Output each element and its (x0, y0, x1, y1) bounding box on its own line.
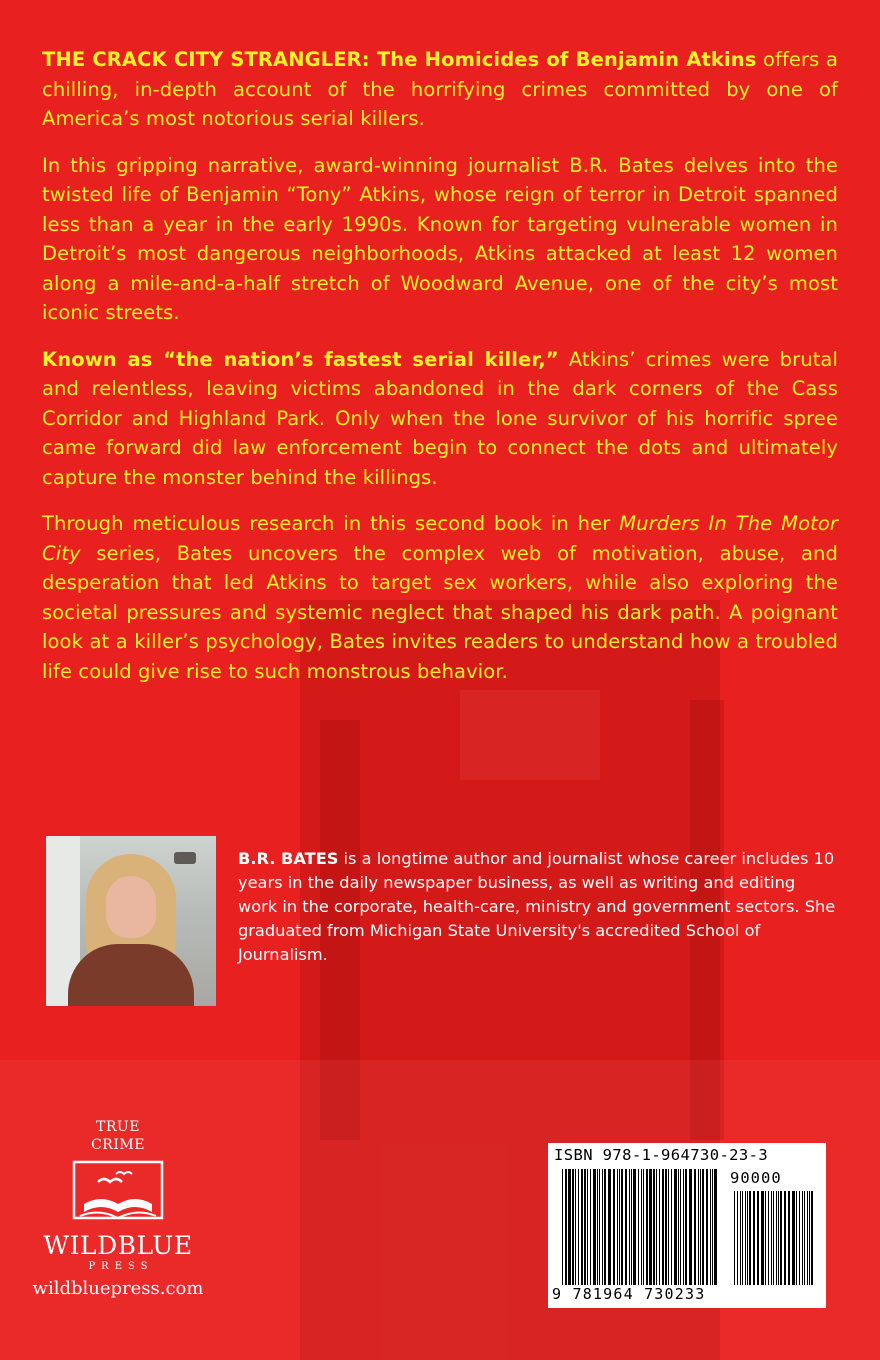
barcode-bar (737, 1191, 738, 1285)
barcode-bar (792, 1191, 795, 1285)
blurb-paragraph-1 (42, 45, 838, 134)
author-name: B.R. BATES (238, 849, 339, 868)
barcode-bar (680, 1169, 681, 1285)
barcode-bar (587, 1169, 588, 1285)
barcode-bar (668, 1169, 669, 1285)
barcode-bar (802, 1191, 803, 1285)
barcode-bar (714, 1169, 717, 1285)
photo-lamp (174, 852, 196, 864)
barcode-bar (778, 1191, 779, 1285)
barcode-bar (599, 1169, 600, 1285)
barcode-bar (643, 1169, 644, 1285)
barcode-bar (788, 1191, 790, 1285)
barcode-bar (604, 1169, 606, 1285)
open-book-birds-icon (70, 1160, 166, 1230)
cover-blurb (42, 45, 838, 703)
barcode-bar (656, 1169, 657, 1285)
barcode-bar (740, 1191, 741, 1285)
barcode-bar (562, 1169, 563, 1285)
barcode-bar (649, 1169, 652, 1285)
photo-blouse (68, 944, 194, 1006)
barcode-bar (659, 1169, 660, 1285)
barcode-bar (757, 1191, 759, 1285)
blurb-text: Through meticulous research in this second book in her (42, 512, 620, 535)
barcode-bar (804, 1191, 805, 1285)
barcode-bar (776, 1191, 777, 1285)
blurb-paragraph-4 (42, 509, 838, 686)
blurb-text: In this gripping narrative, award-winning journalist B.R. Bates delves into the twisted life of Benjamin “Tony” Atkins, whose reign of terror in Detroit spanned less than a year in the early 1990s. Known for targeting vulnerable women in Detroit’s most dangerous neighborhoods, Atkins attacked at least 12 women along a mile-and-a-half stretch of Woodward Avenue, one of the city’s most iconic streets. (42, 153, 838, 324)
book-title: THE CRACK CITY STRANGLER: The Homicides of Benjamin Atkins (42, 48, 757, 71)
barcode-bar (565, 1169, 567, 1285)
barcode-bar (674, 1169, 677, 1285)
barcode-bar (712, 1169, 713, 1285)
barcode-bar (761, 1191, 764, 1285)
barcode-bar (710, 1169, 711, 1285)
blurb-text: Atkins’ crimes were brutal and relentless, leaving victims abandoned in the dark corners of the Cass Corridor and Highland Park. Only when the lone survivor of his horrific spree came forward did law enforcement begin to connect the dots and ultimately capture the monster behind the killings. (42, 347, 839, 489)
barcode-bar (572, 1169, 574, 1285)
genre-label-line1: TRUE (96, 1119, 140, 1135)
barcode-bar (694, 1169, 696, 1285)
publisher-logo (30, 1118, 206, 1301)
barcode-bar (773, 1191, 774, 1285)
barcode-bar (747, 1191, 748, 1285)
barcode-bar (608, 1169, 611, 1285)
ean-barcode-bars (562, 1169, 720, 1285)
barcode-bar (590, 1169, 591, 1285)
blurb-paragraph-3 (42, 345, 838, 493)
barcode-bar (653, 1169, 655, 1285)
blurb-paragraph-2 (42, 151, 838, 328)
author-photo (46, 836, 216, 1006)
author-bio-text: is a longtime author and journalist whose career includes 10 years in the daily newspaper business, as well as writing and editing work in the corporate, health-care, ministry and government sectors. She graduated from Michigan State University's accredited School of Journalism. (238, 849, 836, 964)
barcode-bar (811, 1191, 813, 1285)
barcode-bar (749, 1191, 751, 1285)
barcode-bar (568, 1169, 571, 1285)
barcode-bar (617, 1169, 618, 1285)
barcode-bar (780, 1191, 782, 1285)
price-barcode-bars (734, 1191, 816, 1285)
barcode-bar (671, 1169, 672, 1285)
barcode-bar (768, 1191, 769, 1285)
barcode-bar (702, 1169, 704, 1285)
publisher-press-label: PRESS (88, 1261, 154, 1272)
barcode-bar (633, 1169, 636, 1285)
barcode-bar (613, 1169, 615, 1285)
blurb-text: offers a chilling, in-depth account of the horrifying crimes committed by one of America’s most notorious serial killers. (42, 48, 838, 130)
barcode-bar (665, 1169, 667, 1285)
isbn-number: ISBN 978-1-964730-23-3 (554, 1146, 769, 1164)
ean-digits: 9 781964 730233 (552, 1285, 706, 1303)
publisher-name: WILDBLUE (43, 1231, 193, 1260)
photo-face (106, 876, 156, 938)
price-code: 90000 (730, 1169, 782, 1187)
barcode-bar (578, 1169, 579, 1285)
author-bio (238, 847, 838, 967)
barcode-bar (745, 1191, 746, 1285)
barcode-bar (619, 1169, 620, 1285)
barcode-bar (784, 1191, 786, 1285)
barcode-bar (799, 1191, 800, 1285)
barcode-bar (646, 1169, 648, 1285)
genre-label-line2: CRIME (91, 1137, 145, 1153)
barcode-bar (631, 1169, 632, 1285)
barcode-bar (581, 1169, 583, 1285)
barcode-bar (734, 1191, 735, 1285)
barcode-bar (698, 1169, 699, 1285)
publisher-url[interactable]: wildbluepress.com (32, 1278, 204, 1299)
barcode-bar (771, 1191, 772, 1285)
barcode-bar (584, 1169, 586, 1285)
barcode-bar (638, 1169, 639, 1285)
barcode-bar (662, 1169, 664, 1285)
barcode-bar (678, 1169, 679, 1285)
barcode-bar (641, 1169, 642, 1285)
barcode-bar (683, 1169, 684, 1285)
barcode-bar (700, 1169, 701, 1285)
series-title: Murders In The Motor City (42, 512, 838, 565)
isbn-barcode (548, 1143, 826, 1308)
barcode-bar (602, 1169, 603, 1285)
barcode-bar (809, 1191, 810, 1285)
barcode-bar (742, 1191, 743, 1285)
blurb-text: series, Bates uncovers the complex web of motivation, abuse, and desperation that led Atkins to target sex workers, while also exploring the societal pressures and systemic neglect that shaped his dark path. A poignant look at a killer’s psychology, Bates invites readers to understand how a troubled life could give rise to such monstrous behavior. (42, 541, 838, 683)
barcode-bar (593, 1169, 596, 1285)
barcode-bar (597, 1169, 598, 1285)
barcode-bar (629, 1169, 630, 1285)
barcode-bar (685, 1169, 687, 1285)
barcode-bar (753, 1191, 755, 1285)
barcode-bar (807, 1191, 808, 1285)
barcode-bar (621, 1169, 623, 1285)
barcode-bar (689, 1169, 692, 1285)
barcode-bar (765, 1191, 766, 1285)
barcode-bar (796, 1191, 797, 1285)
barcode-bar (706, 1169, 708, 1285)
barcode-bar (625, 1169, 627, 1285)
blurb-highlight: Known as “the nation’s fastest serial killer,” (42, 347, 559, 371)
barcode-bar (575, 1169, 576, 1285)
background-house-window (460, 690, 600, 780)
